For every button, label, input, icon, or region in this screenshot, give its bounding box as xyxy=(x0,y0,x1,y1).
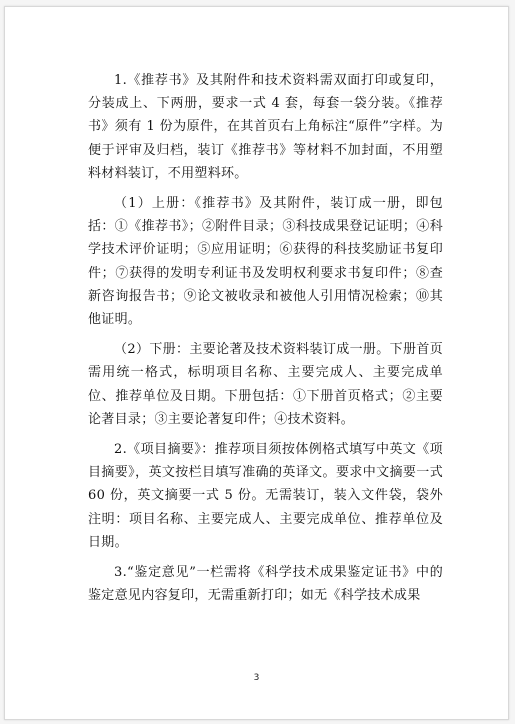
page-number: 3 xyxy=(253,673,260,683)
paragraph-3: （2）下册：主要论著及技术资料装订成一册。下册首页需用统一格式，标明项目名称、主要完成人、主要完成单位、推荐单位及日期。下册包括：①下册首页格式；②主要论著目录；③主要论著复印件；④技术资料。 xyxy=(88,342,443,427)
paragraph-1: 1.《推荐书》及其附件和技术资料需双面打印或复印，分装成上、下两册，要求一式 4 套，每套一袋分装。《推荐书》须有 1 份为原件，在其首页右上角标注“原件”字样。为便于评审及归档，装订《推荐书》等材料不加封面，不用塑料材料装订，不用塑料环。 xyxy=(88,73,443,181)
body-text xyxy=(88,69,443,607)
paragraph-5: 3.“鉴定意见”一栏需将《科学技术成果鉴定证书》中的鉴定意见内容复印，无需重新打印；如无《科学技术成果 xyxy=(88,565,443,604)
paragraph-4: 2.《项目摘要》：推荐项目须按体例格式填写中英文《项目摘要》，英文按栏目填写准确的英译文。要求中文摘要一式 60 份，英文摘要一式 5 份。无需装订，装入文件袋，袋外注明：项目名称、主要完成人、主要完成单位、推荐单位及日期。 xyxy=(88,442,443,550)
paragraph-2: （1）上册：《推荐书》及其附件，装订成一册，即包括：①《推荐书》；②附件目录；③科技成果登记证明；④科学技术评价证明；⑤应用证明；⑥获得的科技奖励证书复印件；⑦获得的发明专利证书及发明权利要求书复印件；⑧查新咨询报告书；⑨论文被收录和被他人引用情况检索；⑩其他证明。 xyxy=(88,196,443,328)
document-page xyxy=(4,6,509,720)
